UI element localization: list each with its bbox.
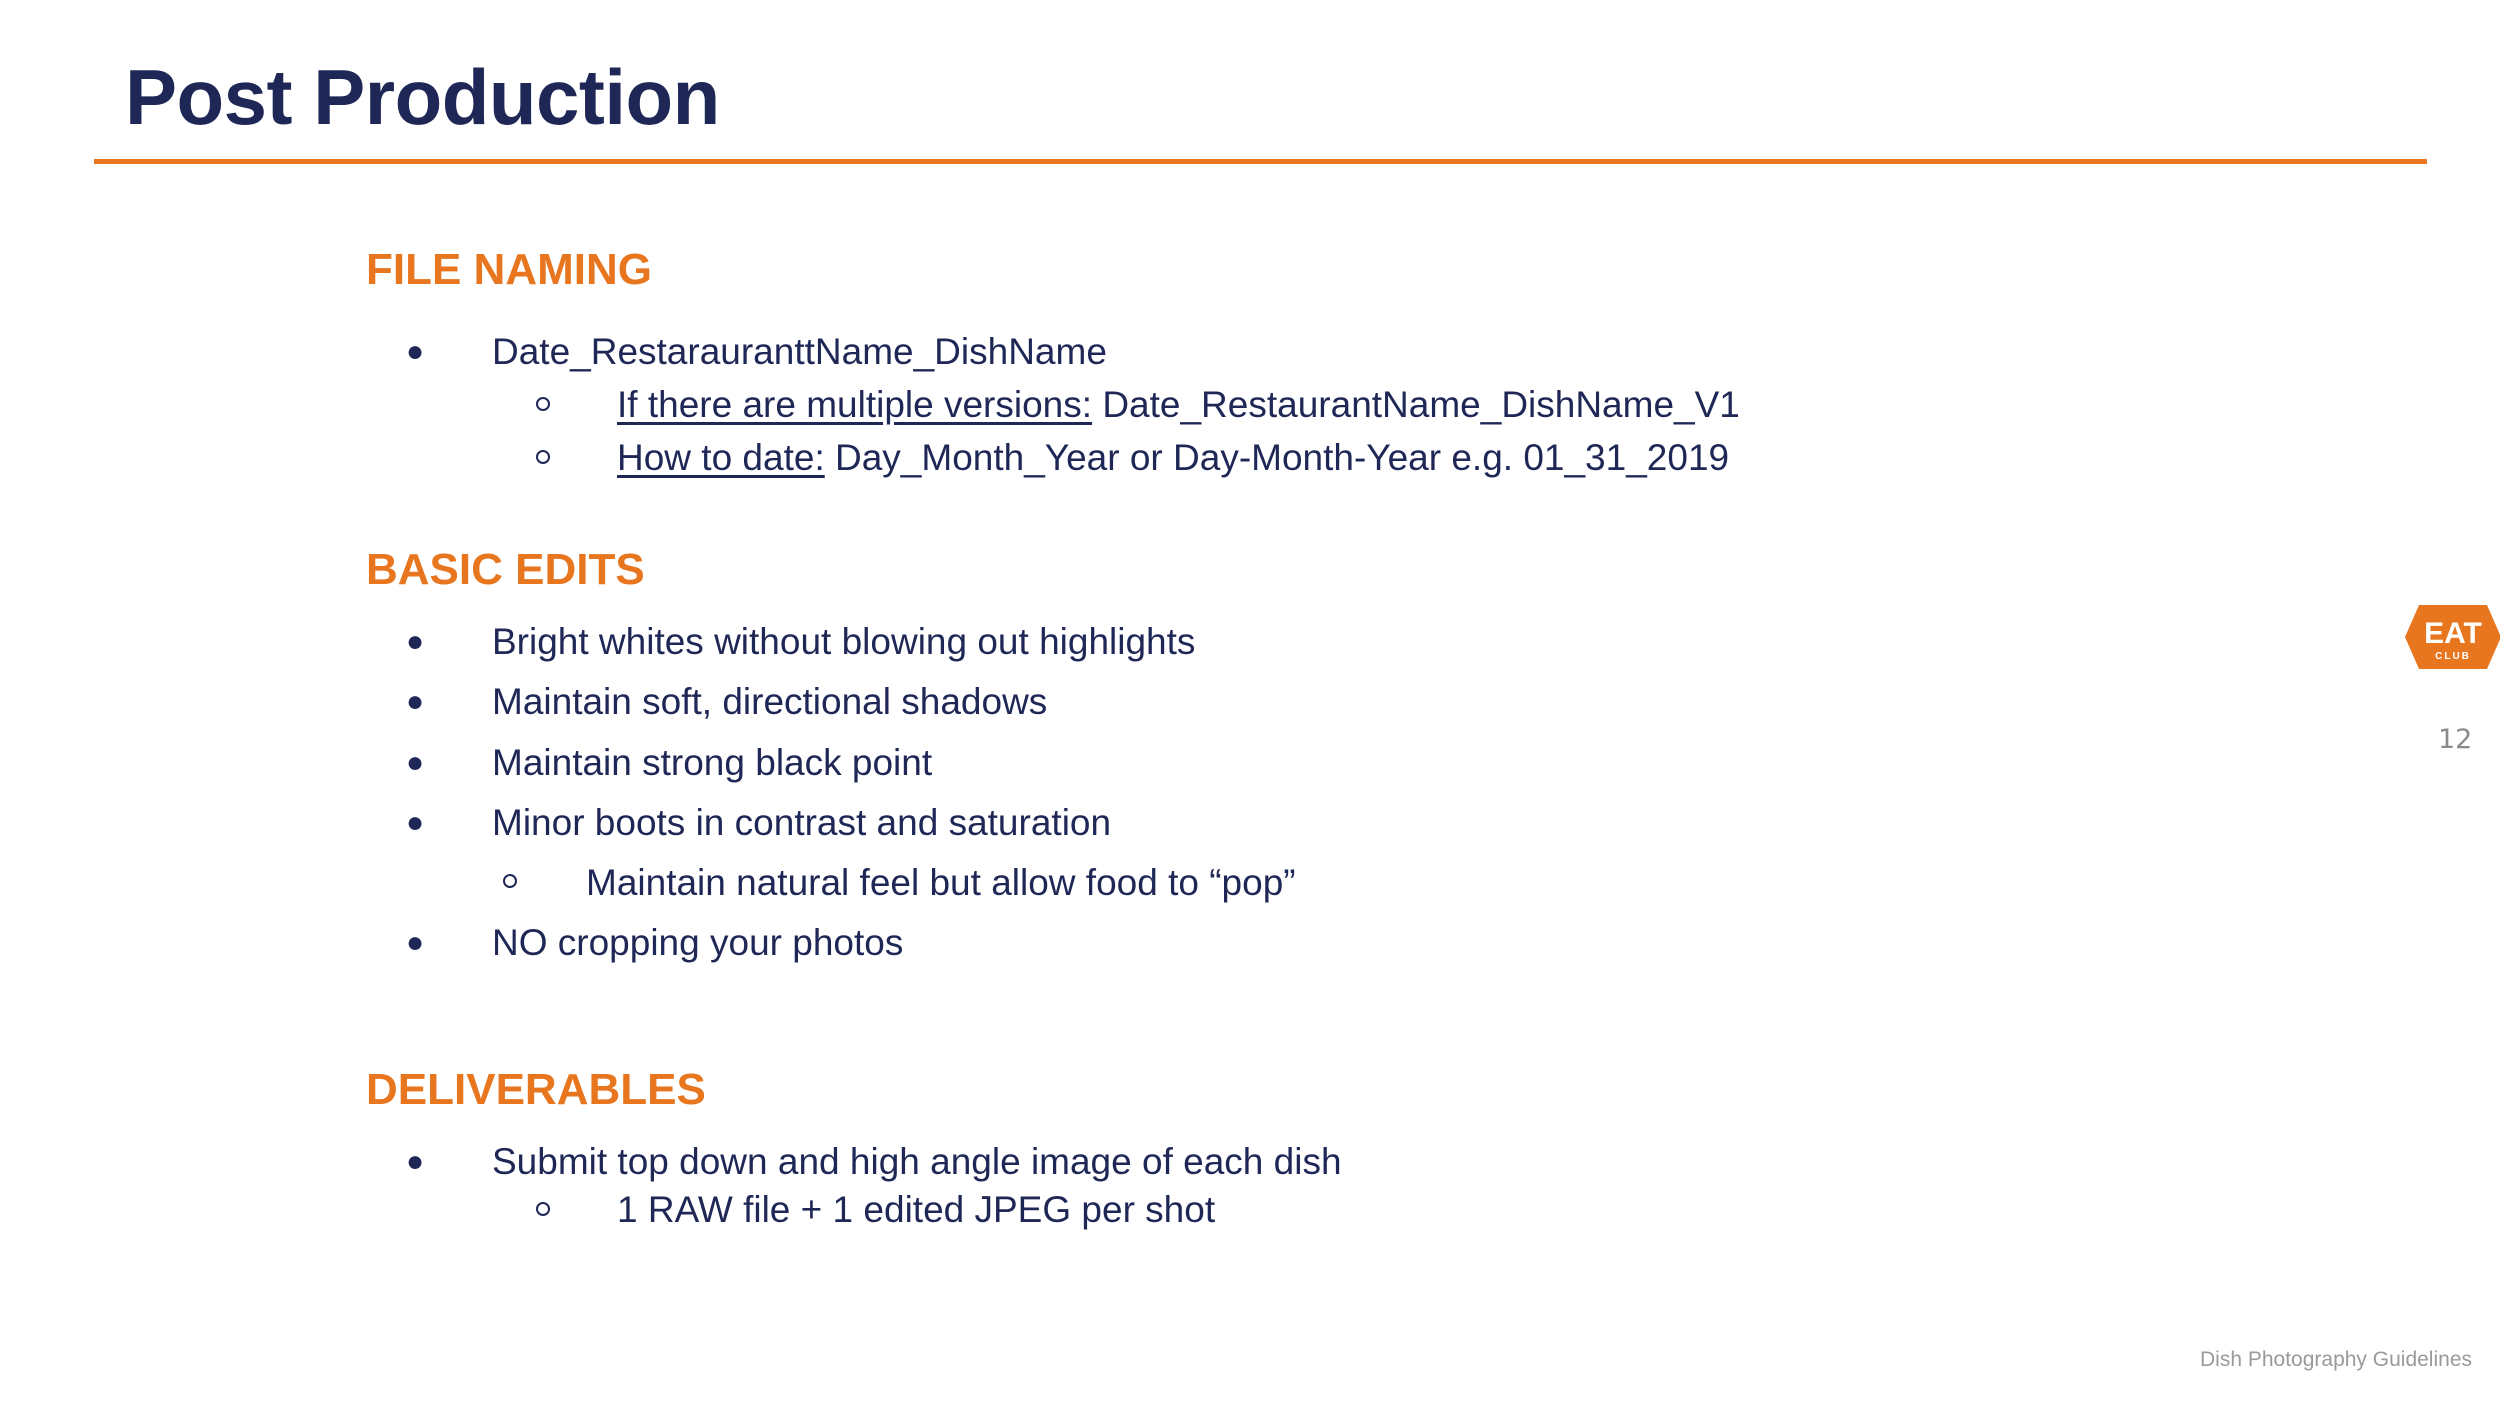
- sub-item-how-to-date: [617, 439, 1729, 476]
- title-underline-rule: [94, 159, 2427, 164]
- list-item-basic-edits-3: Maintain strong black point: [492, 742, 933, 783]
- bullet-dot: ●: [406, 926, 425, 959]
- sub-bullet-ring: [503, 874, 517, 888]
- list-item-basic-edits-5: NO cropping your photos: [492, 922, 904, 963]
- list-item-basic-edits-2: Maintain soft, directional shadows: [492, 681, 1048, 722]
- list-item-basic-edits-1: Bright whites without blowing out highlights: [492, 621, 1196, 662]
- sub-item-label-how-to-date: How to date:: [617, 437, 825, 478]
- sub-item-text-multiple-versions: Date_RestaurantName_DishName_V1: [1092, 384, 1740, 425]
- list-item-basic-edits-4: Minor boots in contrast and saturation: [492, 802, 1112, 843]
- sub-bullet-ring: [536, 1202, 550, 1216]
- bullet-dot: ●: [406, 806, 425, 839]
- logo-text-line1: EAT: [2424, 617, 2482, 650]
- page-number: 12: [2438, 724, 2473, 755]
- bullet-dot: ●: [406, 746, 425, 779]
- slide-title: Post Production: [125, 53, 720, 141]
- eat-club-logo-icon: [2405, 603, 2500, 671]
- logo-text-line2: CLUB: [2435, 651, 2471, 662]
- sub-item-label-multiple-versions: If there are multiple versions:: [617, 384, 1093, 425]
- bullet-dot: ●: [406, 335, 425, 368]
- footer-text: Dish Photography Guidelines: [2200, 1348, 2472, 1371]
- sub-item-basic-edits-1: Maintain natural feel but allow food to “pop”: [586, 862, 1296, 903]
- section-heading-deliverables: DELIVERABLES: [366, 1065, 706, 1114]
- section-heading-basic-edits: BASIC EDITS: [366, 545, 645, 594]
- bullet-dot: ●: [406, 685, 425, 718]
- list-item-deliverables-1: Submit top down and high angle image of each dish: [492, 1141, 1342, 1182]
- section-heading-file-naming: FILE NAMING: [366, 245, 652, 294]
- sub-item-text-how-to-date: Day_Month_Year or Day-Month-Year e.g. 01_31_2019: [824, 437, 1730, 478]
- bullet-dot: ●: [406, 625, 425, 658]
- sub-bullet-ring: [536, 397, 550, 411]
- sub-bullet-ring: [536, 450, 550, 464]
- sub-item-deliverables-1: 1 RAW file + 1 edited JPEG per shot: [617, 1189, 1216, 1230]
- bullet-dot: ●: [406, 1145, 425, 1178]
- sub-item-multiple-versions: [617, 386, 1740, 423]
- list-item-file-naming-1: Date_RestarauranttName_DishName: [492, 331, 1107, 372]
